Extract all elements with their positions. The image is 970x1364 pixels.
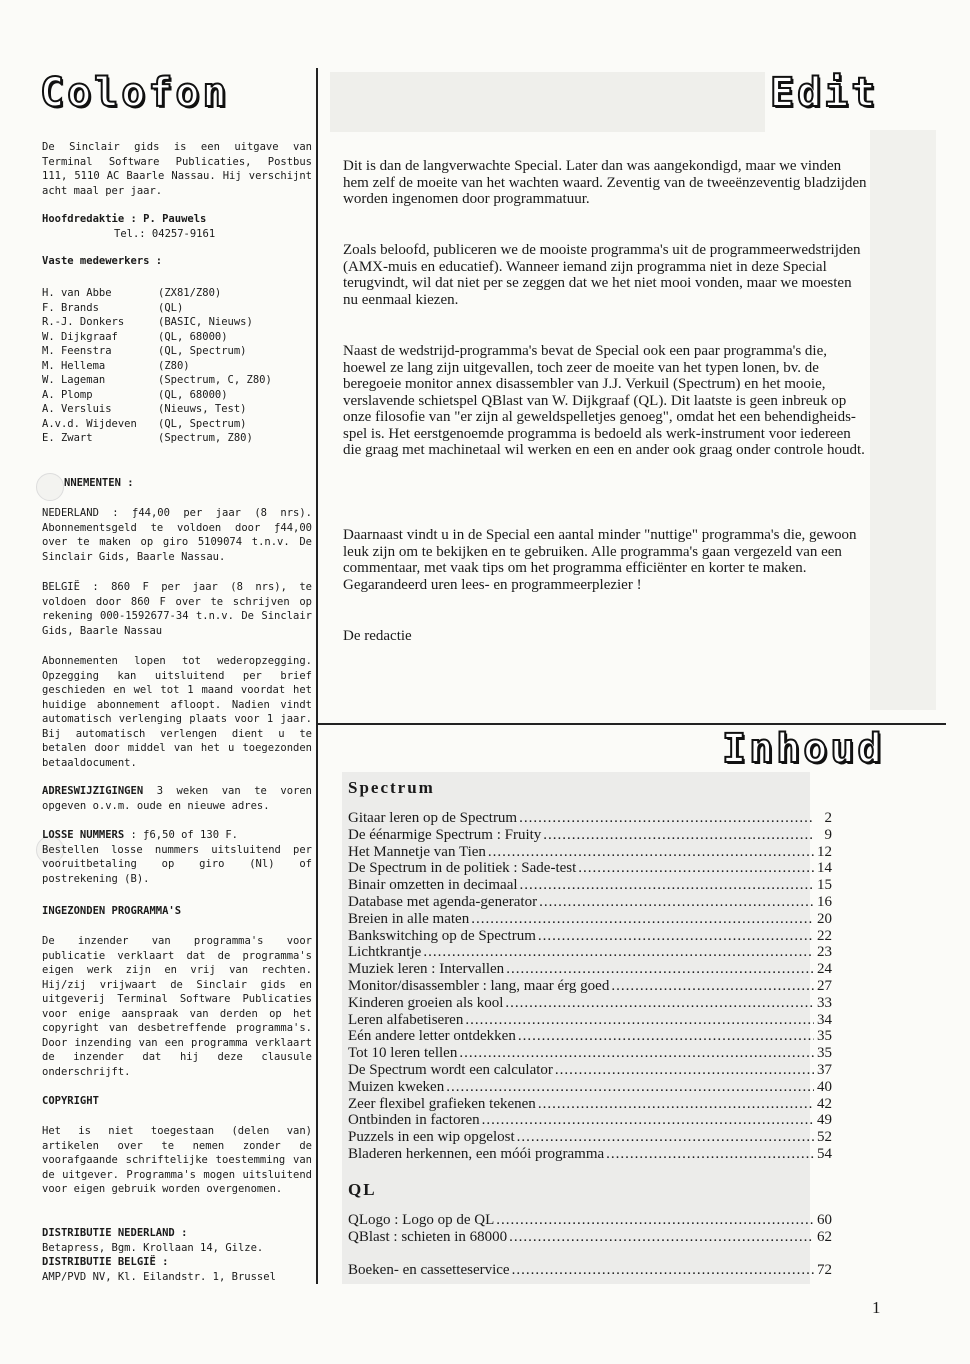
belgie-block	[42, 580, 312, 638]
toc-entry	[348, 1012, 832, 1029]
edit-p1	[343, 158, 868, 208]
toc-leader	[506, 961, 814, 978]
spectrum-toc	[348, 810, 832, 1163]
toc-entry	[348, 860, 832, 877]
edit-title: Edit	[770, 70, 879, 116]
toc-entry	[348, 1062, 832, 1079]
staff-name: H. van Abbe	[42, 287, 112, 299]
belgie-text: BELGIË : 860 F per jaar (8 nrs), te voldoen door 860 F over te schrijven op rekening 000-1592677-34 t.n.v. De Sinclair Gids, Baarle Nassau	[42, 581, 312, 637]
medewerkers-label: Vaste medewerkers :	[42, 255, 163, 267]
toc-title: Tot 10 leren tellen	[348, 1045, 458, 1062]
staff-row	[42, 417, 272, 432]
toc-title: Kinderen groeien als kool	[348, 994, 504, 1011]
toc-title: Database met agenda-generator	[348, 893, 538, 910]
toc-leader	[539, 894, 814, 911]
staff-role: (BASIC, Nieuws)	[158, 316, 253, 328]
toc-title: Bladeren herkennen, een móói programma	[348, 1145, 605, 1162]
adres-text: 3 weken van te voren opgeven o.v.m. oude en nieuwe adres.	[42, 785, 312, 812]
toc-title: Monitor/disassembler : lang, maar érg goed	[348, 977, 610, 994]
toc-title: Breien in alle maten	[348, 910, 470, 927]
toc-entry	[348, 1112, 832, 1129]
toc-page: 35	[817, 1028, 832, 1045]
toc-page: 27	[817, 977, 832, 994]
toc-page: 52	[817, 1129, 832, 1146]
copyright-text: Het is niet toegestaan (delen van) artikelen over te nemen zonder de voorafgaande schriftelijke toestemming van de uitgever. Programma's mogen uitsluitend voor eigen gebruik worden overgenomen.	[42, 1125, 312, 1195]
toc-leader	[482, 1112, 814, 1129]
toc-entry	[348, 944, 832, 961]
toc-leader	[459, 1045, 814, 1062]
adres-block	[42, 784, 312, 813]
hoofdredaktie: Hoofdredaktie : P. Pauwels	[42, 213, 207, 225]
toc-entry	[348, 995, 832, 1012]
intro-text: De Sinclair gids is een uitgave van Terminal Software Publicaties, Postbus 111, 5110 AC Baarle Nassau. Hij verschijnt acht maal per jaar.	[42, 141, 312, 197]
toc-leader	[517, 1129, 814, 1146]
staff-role: (Nieuws, Test)	[158, 403, 247, 415]
toc-page: 15	[817, 877, 832, 894]
toc-page: 20	[817, 910, 832, 927]
toc-title: Boeken- en cassetteservice	[348, 1262, 510, 1278]
staff-role: (Z80)	[158, 359, 190, 372]
toc-leader	[538, 928, 814, 945]
ingez-head-block	[42, 904, 312, 919]
toc-leader	[488, 844, 814, 861]
toc-title: Zeer flexibel grafieken tekenen	[348, 1095, 536, 1112]
ingez-head: INGEZONDEN PROGRAMMA'S	[42, 905, 182, 917]
staff-name: A. Plomp	[42, 388, 93, 401]
copyright-block	[42, 1124, 312, 1197]
toc-title: Muizen kweken	[348, 1078, 445, 1095]
section-divider	[316, 723, 946, 725]
staff-name: A.v.d. Wijdeven	[42, 417, 137, 430]
toc-entry	[348, 1262, 832, 1279]
edit-p1-text: Dit is dan de langverwachte Special. Later dan was aangekondigd, maar we vinden hem zelf de moeite van het wachten waard. Zeventig van de tweeënzeventig bladzijden worden ingenomen door programmatuur.	[343, 158, 867, 207]
toc-page: 72	[817, 1262, 832, 1278]
toc-title: Puzzels in een wip opgelost	[348, 1129, 515, 1146]
toc-entry	[348, 877, 832, 894]
staff-row	[42, 431, 272, 446]
staff-role: (Spectrum, C, Z80)	[158, 374, 272, 386]
staff-name: F. Brands	[42, 301, 99, 314]
toc-entry	[348, 1129, 832, 1146]
toc-page: 14	[817, 860, 832, 877]
staff-role: (QL, Spectrum)	[158, 345, 247, 357]
staff-row	[42, 315, 272, 330]
staff-row	[42, 359, 272, 374]
ingez-text: De inzender van programma's voor publicatie verklaart dat de programma's eigen werk zijn en vrij van rechten. Hij/zij vrijwaart de Sinclair gids en uitgeverij Terminal Software Publicaties voor enige aanspraak van derden op het copyright van desbetreffende programma's. Door inzending van een programma verklaart de inzender dat hij deze clausule onderschrijft.	[42, 935, 312, 1078]
toc-leader	[423, 944, 814, 961]
staff-row	[42, 330, 272, 345]
staff-name: W. Dijkgraaf	[42, 330, 118, 343]
toc-leader	[519, 810, 814, 827]
copyright-head-block	[42, 1094, 312, 1109]
colofon-title: Colofon	[40, 70, 230, 116]
staff-role: (QL, 68000)	[158, 330, 228, 343]
column-divider	[316, 68, 318, 1284]
toc-leader	[578, 860, 814, 877]
losse-block	[42, 828, 312, 886]
toc-page: 60	[817, 1212, 832, 1228]
staff-row	[42, 388, 272, 403]
colofon-intro	[42, 140, 312, 198]
toc-entry	[348, 844, 832, 861]
toc-leader	[509, 1229, 814, 1246]
toc-leader	[606, 1146, 814, 1163]
staff-role: (Spectrum, Z80)	[158, 432, 253, 444]
toc-entry	[348, 1028, 832, 1045]
toc-entry	[348, 1096, 832, 1113]
distr-be-text: AMP/PVD NV, Kl. Eilandstr. 1, Brussel	[42, 1270, 276, 1283]
losse-price: : ƒ6,50 of 130 F.	[130, 829, 238, 841]
toc-page: 9	[824, 826, 832, 843]
staff-role: (QL)	[158, 301, 184, 314]
toc-entry	[348, 827, 832, 844]
toc-title: Gitaar leren op de Spectrum	[348, 810, 518, 826]
toc-page: 37	[817, 1061, 832, 1078]
edit-p2-text: Zoals beloofd, publiceren we de mooiste programma's uit de programmeerwedstrijden (AMX-muis en educatief). Wanneer iemand zijn programma niet in deze Special terugvindt, wil dat niet per se zeggen dat we het niet mooi vonden, maar we moesten nu eenmaal kiezen.	[343, 242, 861, 308]
staff-name: E. Zwart	[42, 432, 93, 444]
toc-leader	[471, 911, 814, 928]
ingez-block	[42, 934, 312, 1079]
toc-entry	[348, 894, 832, 911]
toc-leader	[505, 995, 814, 1012]
edit-signature	[343, 628, 868, 645]
abonnementen-head: NNEMENTEN :	[64, 477, 134, 489]
signature-text: De redactie	[343, 628, 412, 644]
toc-leader	[520, 877, 814, 894]
toc-entry	[348, 928, 832, 945]
staff-row	[42, 286, 272, 301]
toc-page: 24	[817, 961, 832, 978]
toc-entry	[348, 961, 832, 978]
toc-leader	[512, 1262, 814, 1279]
toc-page: 54	[817, 1145, 832, 1162]
toc-page: 49	[817, 1112, 832, 1129]
toc-title: Binair omzetten in decimaal	[348, 877, 518, 894]
ghost-band	[330, 72, 765, 132]
toc-title: QLogo : Logo op de QL	[348, 1212, 495, 1228]
toc-title: Ontbinden in factoren	[348, 1112, 480, 1129]
edit-p3-text: Naast de wedstrijd-programma's bevat de Special ook een paar programma's die, hoewel ze lang zijn uitgevallen, toch zeer de moeite van het typen lonen, bv. de beregoeie monitor annex disassembler van J.J. Verkuil (Spectrum) en het mooie, verslavende schietspel QBlast van W. Dijkgraaf (QL). Dit laatste is geen inbreuk op onze filosofie van "er zijn al geweldspelletjes genoeg", omdat het een behendigheids-spel is. Het eerstgenoemde programma is bedoeld als werk-instrument voor iedereen die graag met machinetaal wil werken en een en ander ook graag onder controle houdt.	[343, 343, 865, 458]
toc-page: 2	[824, 810, 832, 826]
toc-title: De Spectrum wordt een calculator	[348, 1061, 553, 1078]
staff-name: M. Feenstra	[42, 345, 112, 357]
toc-leader	[496, 1212, 814, 1229]
toc-entry	[348, 810, 832, 827]
staff-row	[42, 301, 272, 316]
toc-leader	[538, 1096, 814, 1113]
staff-name: R.-J. Donkers	[42, 316, 125, 328]
toc-title: Lichtkrantje	[348, 944, 422, 961]
extra-toc	[348, 1262, 832, 1279]
toc-entry	[348, 1229, 832, 1246]
spectrum-heading: Spectrum	[348, 778, 435, 797]
edit-p4	[343, 527, 868, 593]
toc-leader	[446, 1079, 814, 1096]
ql-heading: QL	[348, 1180, 377, 1199]
adres-head: ADRESWIJZIGINGEN	[42, 785, 144, 797]
toc-title: De éénarmige Spectrum : Fruity	[348, 826, 542, 843]
distr-nl-head: DISTRIBUTIE NEDERLAND :	[42, 1227, 188, 1239]
toc-title: QBlast : schieten in 68000	[348, 1228, 508, 1245]
staff-role: (QL, Spectrum)	[158, 417, 247, 430]
distr-nl-text: Betapress, Bgm. Krollaan 14, Gilze.	[42, 1241, 264, 1254]
toc-page: 16	[817, 893, 832, 910]
lopen-block	[42, 654, 312, 770]
editor-block	[42, 212, 312, 269]
toc-page: 34	[817, 1011, 832, 1028]
toc-leader	[543, 827, 814, 844]
ghost-margin	[870, 130, 936, 710]
toc-entry	[348, 1045, 832, 1062]
lopen-text: Abonnementen lopen tot wederopzegging. Opzegging kan uitsluitend per brief geschieden en wel tot 1 maand voordat het huidige abonnement afloopt. Nadien vindt automatisch verlenging plaats voor 1 jaar. Bij automatisch verlengen dient u te betalen door middel van het u toegezonden betaaldocument.	[42, 655, 312, 769]
toc-page: 62	[817, 1228, 832, 1245]
toc-entry	[348, 978, 832, 995]
telephone: Tel.: 04257-9161	[114, 227, 216, 240]
page-number: 1	[872, 1298, 881, 1317]
staff-name: W. Lageman	[42, 374, 106, 386]
staff-role: (QL, 68000)	[158, 388, 228, 401]
inhoud-title: Inhoud	[722, 726, 885, 772]
copyright-head: COPYRIGHT	[42, 1095, 99, 1107]
toc-leader	[555, 1062, 814, 1079]
distr-be-head: DISTRIBUTIE BELGIË :	[42, 1256, 169, 1268]
nederland-block	[42, 506, 312, 564]
toc-entry	[348, 1212, 832, 1229]
toc-title: Leren alfabetiseren	[348, 1011, 464, 1028]
edit-p3	[343, 343, 868, 459]
toc-page: 35	[817, 1045, 832, 1062]
toc-entry	[348, 911, 832, 928]
staff-name: M. Hellema	[42, 359, 106, 372]
losse-head: LOSSE NUMMERS	[42, 829, 125, 841]
toc-leader	[611, 978, 814, 995]
toc-title: Eén andere letter ontdekken	[348, 1028, 516, 1045]
toc-entry	[348, 1146, 832, 1163]
losse-text: Bestellen losse nummers uitsluitend per vooruitbetaling op giro (Nl) of postrekening (B).	[42, 843, 312, 885]
staff-row	[42, 402, 272, 417]
staff-row	[42, 344, 272, 359]
staff-name: A. Versluis	[42, 403, 112, 415]
ql-toc	[348, 1212, 832, 1246]
toc-entry	[348, 1079, 832, 1096]
toc-page: 23	[817, 944, 832, 961]
staff-list	[42, 286, 272, 446]
edit-p2	[343, 242, 868, 308]
staff-row	[42, 373, 272, 388]
toc-page: 42	[817, 1095, 832, 1112]
staff-role: (ZX81/Z80)	[158, 287, 222, 299]
toc-title: Muziek leren : Intervallen	[348, 961, 505, 978]
toc-leader	[465, 1012, 814, 1029]
edit-p4-text: Daarnaast vindt u in de Special een aantal minder "nuttige" programma's die, gewoon leuk zijn om te bekijken en te gebruiken. Alle programma's gaan vergezeld van een commentaar, met vaak tips om het programma efficiënter en korter te maken. Gegarandeerd uren lees- en programmeerplezier !	[343, 527, 857, 593]
toc-leader	[518, 1028, 814, 1045]
toc-page: 40	[817, 1078, 832, 1095]
toc-title: De Spectrum in de politiek : Sade-test	[348, 860, 577, 877]
toc-page: 22	[817, 927, 832, 944]
toc-page: 33	[817, 994, 832, 1011]
toc-title: Bankswitching op de Spectrum	[348, 927, 536, 944]
abonnementen-head-block	[42, 476, 312, 491]
distributie-block	[42, 1226, 312, 1284]
toc-page: 12	[817, 843, 832, 860]
toc-title: Het Mannetje van Tien	[348, 843, 486, 860]
nederland-text: NEDERLAND : ƒ44,00 per jaar (8 nrs). Abonnementsgeld te voldoen door ƒ44,00 over te maken op giro 5109074 t.n.v. De Sinclair Gids, Baarle Nassau.	[42, 507, 312, 563]
